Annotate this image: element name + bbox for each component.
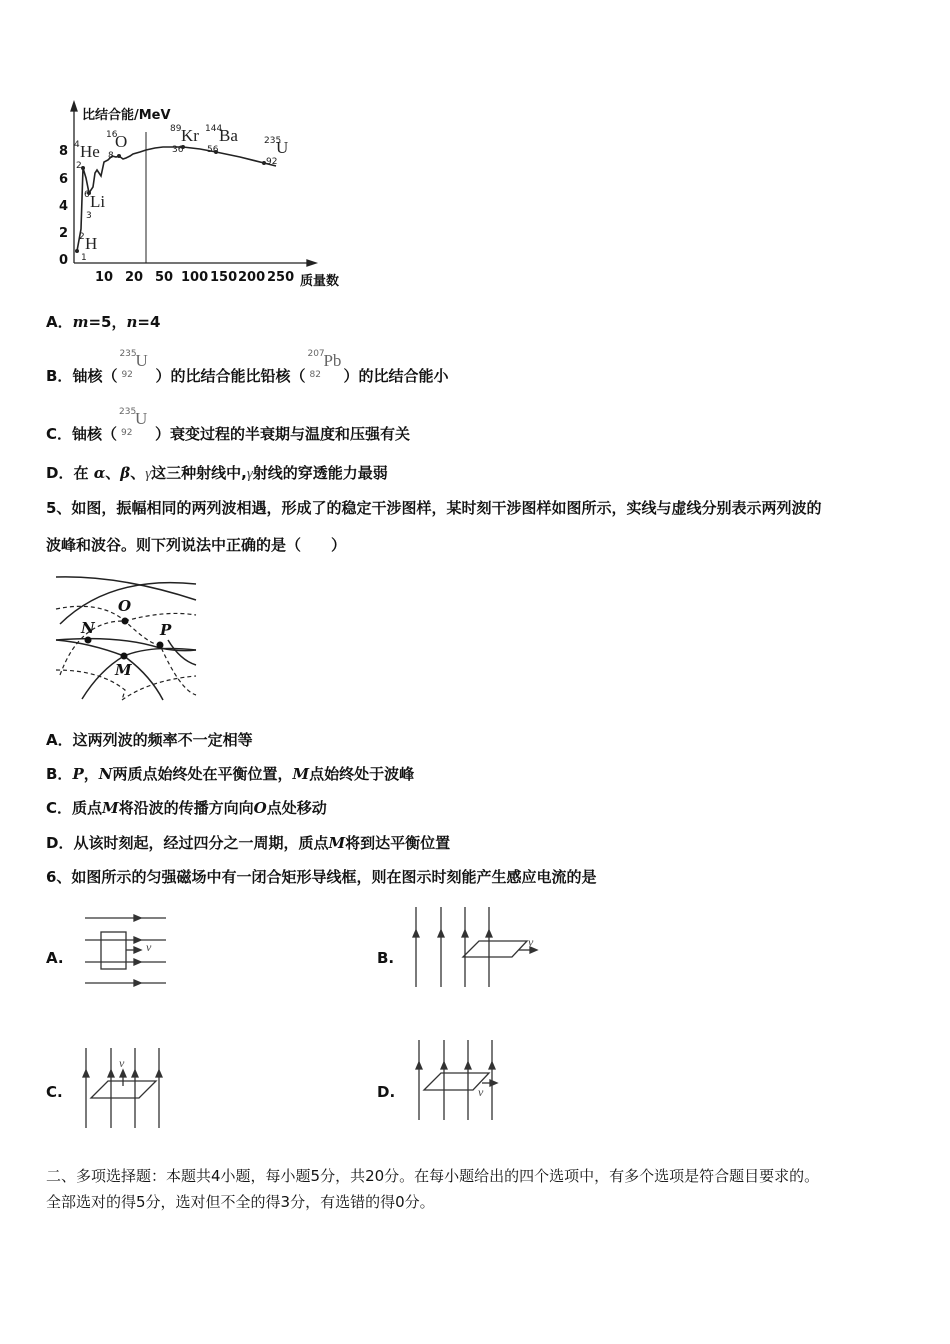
x-tick: 20 xyxy=(125,270,144,285)
section-2-instructions-line-2: 全部选对的得5分，选对但不全的得3分，有选错的得0分。 xyxy=(46,1193,435,1211)
q6-figure-d xyxy=(412,1036,502,1126)
nuclide-label-o: 16 8 O xyxy=(106,130,128,161)
q5-option-b: B．P，N两质点始终处在平衡位置，M点始终处于波峰 xyxy=(46,765,415,783)
q6-option-c-label: C. xyxy=(46,1083,63,1101)
x-axis-arrow xyxy=(307,260,316,266)
q4-option-b: B．铀核（ 235 92 U ）的比结合能比铅核（ 207 82 Pb ）的比结合能小 xyxy=(46,349,449,385)
y-axis-arrow xyxy=(71,102,77,111)
uranium-symbol: 235 92 U xyxy=(119,407,148,438)
y-tick: 2 xyxy=(59,226,69,241)
q5-option-d: D．从该时刻起，经过四分之一周期，质点M将到达平衡位置 xyxy=(46,834,451,852)
q6-option-b-label: B. xyxy=(377,949,395,967)
nuclide-label-h: 2 1 H xyxy=(79,232,98,263)
q4-option-d: D．在 α、β、γ这三种射线中,γ射线的穿透能力最弱 xyxy=(46,464,388,482)
y-tick: 6 xyxy=(59,172,69,187)
q4-option-a: A．m=5，n=4 xyxy=(46,313,161,331)
q4-option-c: C．铀核（ 235 92 U ）衰变过程的半衰期与温度和压强有关 xyxy=(46,407,411,443)
y-axis-label: 比结合能/MeV xyxy=(82,108,171,123)
nuclide-label-u: 235 92 U xyxy=(264,136,289,167)
point-o-label: O xyxy=(118,597,132,615)
q5-option-a: A．这两列波的频率不一定相等 xyxy=(46,731,253,749)
x-tick: 100 xyxy=(181,270,209,285)
point-n-label: N xyxy=(81,619,95,637)
point-p-label: P xyxy=(160,621,172,639)
q6-option-d-label: D. xyxy=(377,1083,396,1101)
y-tick: 0 xyxy=(59,253,69,268)
velocity-label: v xyxy=(119,1056,125,1070)
x-tick: 250 xyxy=(267,270,295,285)
nuclide-label-li: 6 3 Li xyxy=(84,190,106,221)
x-tick: 10 xyxy=(95,270,114,285)
x-axis-label: 质量数 xyxy=(300,274,340,289)
q5-option-c: C．质点M将沿波的传播方向向O点处移动 xyxy=(46,799,327,817)
q6-figure-c xyxy=(80,1043,170,1133)
lead-symbol: 207 82 Pb xyxy=(307,349,342,380)
uranium-symbol: 235 92 U xyxy=(119,349,148,380)
q6-option-a-label: A. xyxy=(46,949,64,967)
nuclide-label-ba: 144 56 Ba xyxy=(205,124,238,155)
nuclide-label-he: 4 2 He xyxy=(74,140,100,171)
velocity-label: v xyxy=(478,1085,484,1099)
section-2-instructions-line-1: 二、多项选择题：本题共4小题，每小题5分，共20分。在每小题给出的四个选项中，有多个选项是符合题目要求的。 xyxy=(46,1167,820,1185)
x-tick: 150 xyxy=(210,270,238,285)
interference-svg xyxy=(40,560,210,710)
q6-figure-b xyxy=(410,902,540,992)
q5-stem-line-2: 波峰和波谷。则下列说法中正确的是（ ） xyxy=(46,536,347,554)
q6-stem: 6、如图所示的匀强磁场中有一闭合矩形导线框，则在图示时刻能产生感应电流的是 xyxy=(46,868,597,886)
velocity-label: v xyxy=(528,935,534,949)
velocity-label: v xyxy=(146,940,152,954)
q6-figure-a xyxy=(80,910,170,990)
x-tick: 50 xyxy=(155,270,174,285)
point-m-label: M xyxy=(115,661,132,679)
q5-stem-line-1: 5、如图，振幅相同的两列波相遇，形成了的稳定干涉图样，某时刻干涉图样如图所示，实线与虚线分别表示两列波的 xyxy=(46,499,822,517)
y-tick: 8 xyxy=(59,144,69,159)
y-tick: 4 xyxy=(59,199,69,214)
x-tick: 200 xyxy=(238,270,266,285)
nuclide-label-kr: 89 36 Kr xyxy=(170,124,199,155)
